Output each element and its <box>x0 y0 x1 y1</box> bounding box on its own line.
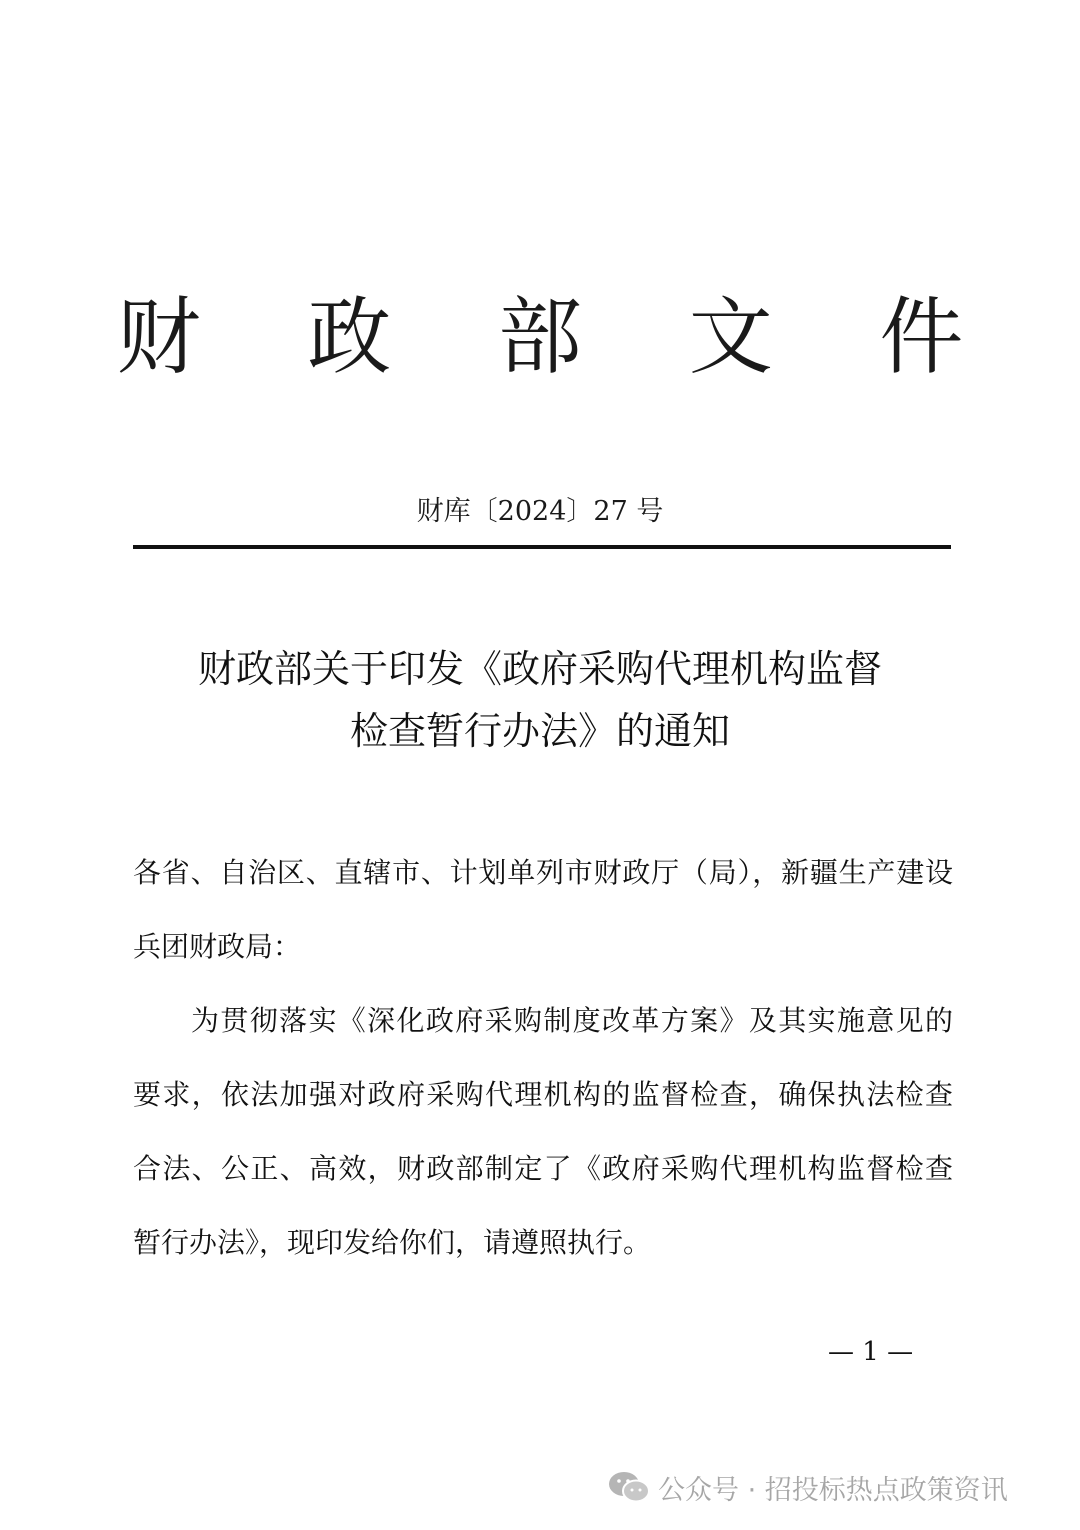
title-line: 检查暂行办法》的通知 <box>349 709 730 753</box>
document-title <box>0 638 1080 762</box>
body-paragraph <box>133 984 953 1280</box>
body-line: 要求，依法加强对政府采购代理机构的监督检查，确保执法检查 <box>133 1078 953 1111</box>
body-line: 暂行办法》，现印发给你们，请遵照执行。 <box>133 1226 652 1259</box>
body-line: 合法、公正、高效，财政部制定了《政府采购代理机构监督检查 <box>133 1152 953 1185</box>
title-line: 财政部关于印发《政府采购代理机构监督 <box>197 647 882 691</box>
watermark-text: 公众号 · 招投标热点政策资讯 <box>658 1474 1008 1506</box>
body-line: 为贯彻落实《深化政府采购制度改革方案》及其实施意见的 <box>191 1004 953 1037</box>
watermark <box>606 1466 1008 1508</box>
addressee-line: 兵团财政局： <box>133 930 302 963</box>
wechat-icon <box>606 1469 652 1505</box>
addressee-line: 各省、自治区、直辖市、计划单列市财政厅（局），新疆生产建设 <box>133 856 953 889</box>
header-divider <box>133 545 951 549</box>
document-masthead: 财 政 部 文 件 <box>116 288 1004 386</box>
addressee <box>133 836 953 984</box>
page-number: — 1 — <box>828 1337 914 1367</box>
document-number: 财库〔2024〕27 号 <box>416 496 664 527</box>
